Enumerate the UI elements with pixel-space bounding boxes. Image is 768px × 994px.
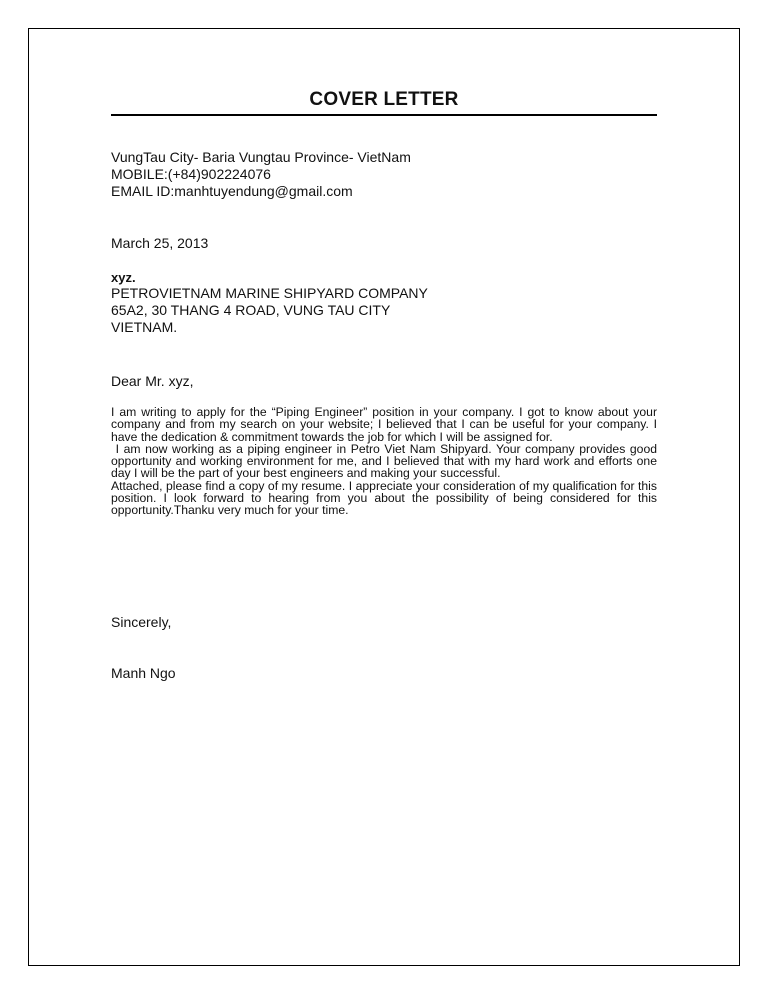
recipient-street: 65A2, 30 THANG 4 ROAD, VUNG TAU CITY [111, 302, 391, 318]
sender-block [111, 149, 657, 200]
signature-name: Manh Ngo [111, 665, 176, 681]
closing: Sincerely, [111, 614, 172, 630]
recipient-name: xyz. [111, 270, 136, 285]
body-paragraph: Attached, please find a copy of my resume. I appreciate your consideration of my qualification for this position. I look forward to hearing from you about the possibility of being considered for this opportunity.Thanku very much for your time. [111, 478, 657, 518]
letter-date: March 25, 2013 [111, 235, 209, 251]
letter-page [28, 28, 740, 966]
sender-mobile: MOBILE:(+84)902224076 [111, 166, 271, 182]
title-underline [111, 114, 657, 116]
recipient-company: PETROVIETNAM MARINE SHIPYARD COMPANY [111, 285, 428, 301]
recipient-block [111, 271, 657, 336]
page-title: COVER LETTER [309, 89, 459, 110]
greeting: Dear Mr. xyz, [111, 373, 194, 389]
letter-body [111, 405, 661, 518]
sender-email: EMAIL ID:manhtuyendung@gmail.com [111, 183, 353, 199]
body-paragraph: I am now working as a piping engineer in Petro Viet Nam Shipyard. Your company provides good opportunity and working environment for me, and I believed that with my hard work and efforts one day I will be the part of your best engineers and making your successful. [111, 441, 661, 481]
sender-address: VungTau City- Baria Vungtau Province- VietNam [111, 149, 411, 165]
recipient-country: VIETNAM. [111, 319, 178, 335]
body-paragraph: I am writing to apply for the “Piping Engineer” position in your company. I got to know about your company and from my search on your website; I believed that I can be useful for your company. I have the dedication & commitment towards the job for which I will be assigned for. [111, 405, 657, 444]
